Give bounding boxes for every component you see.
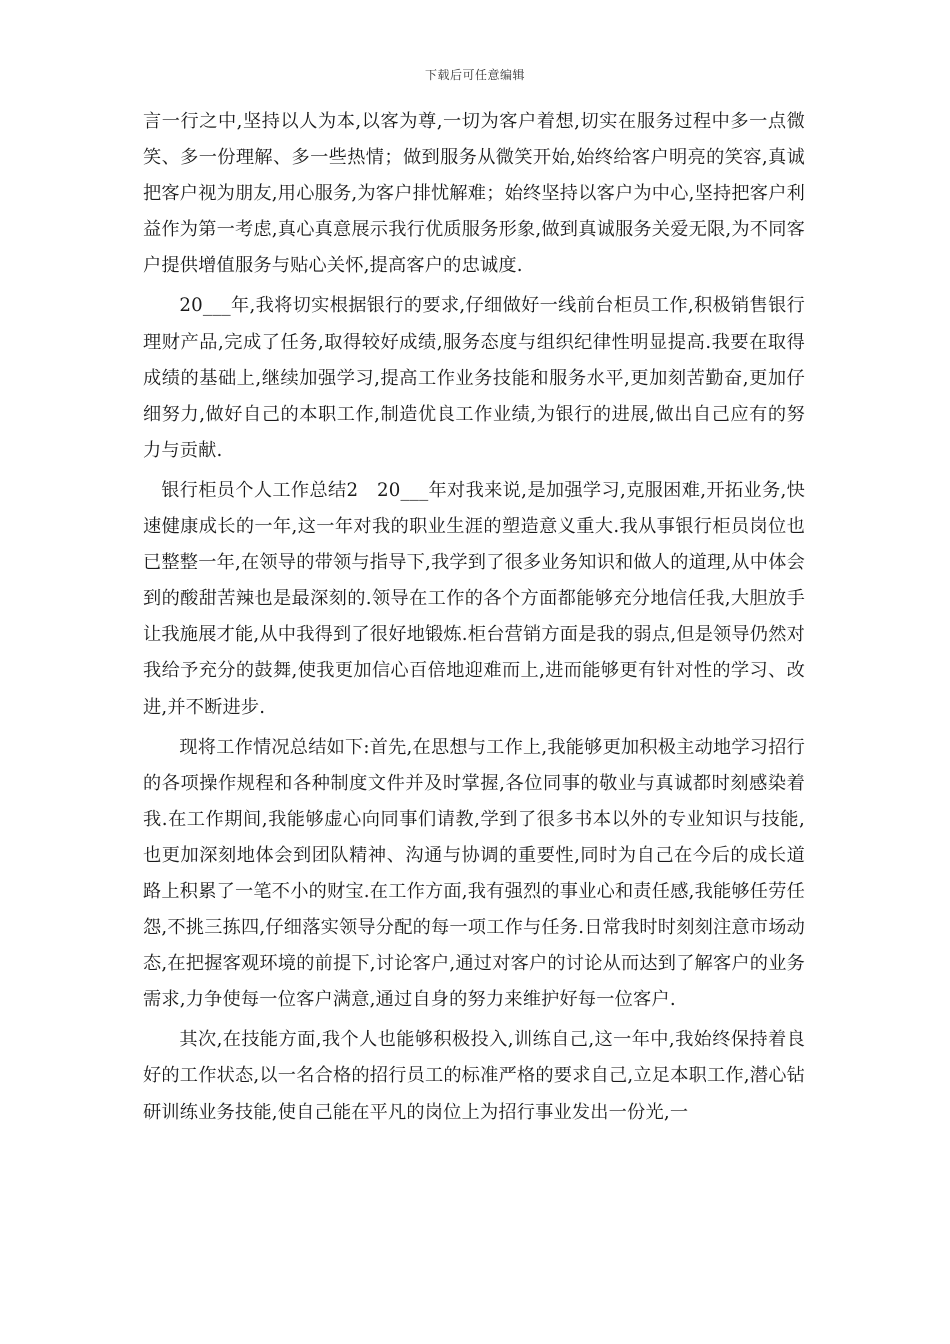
paragraph-4: 现将工作情况总结如下:首先,在思想与工作上,我能够更加积极主动地学习招行的各项操作规程和各种制度文件并及时掌握,各位同事的敬业与真诚都时刻感染着我.在工作期间,我能够虚心向同事们请教,学到了很多书本以外的专业知识与技能,也更加深刻地体会到团队精神、沟通与协调的重要性,同时为自己在今后的成长道路上积累了一笔不小的财宝.在工作方面,我有强烈的事业心和责任感,我能够任劳任怨,不挑三拣四,仔细落实领导分配的每一项工作与任务.日常我时时刻刻注意市场动态,在把握客观环境的前提下,讨论客户,通过对客户的讨论从而达到了解客户的业务需求,力争使每一位客户满意,通过自身的努力来维护好每一位客户.	[143, 736, 805, 1011]
paragraph-1: 言一行之中,坚持以人为本,以客为尊,一切为客户着想,切实在服务过程中多一点微笑、多一份理解、多一些热情；做到服务从微笑开始,始终给客户明亮的笑容,真诚把客户视为朋友,用心服务,为客户排忧解难；始终坚持以客户为中心,坚持把客户利益作为第一考虑,真心真意展示我行优质服务形象,做到真诚服务关爱无限,为不同客户提供增值服务与贴心关怀,提高客户的忠诚度.	[143, 111, 805, 277]
paragraph-3: 银行柜员个人工作总结2 20___年对我来说,是加强学习,克服困难,开拓业务,快速健康成长的一年,这一年对我的职业生涯的塑造意义重大.我从事银行柜员岗位也已整整一年,在领导的带领与指导下,我学到了很多业务知识和做人的道理,从中体会到的酸甜苦辣也是最深刻的.领导在工作的各个方面都能够充分地信任我,大胆放手让我施展才能,从中我得到了很好地锻炼.柜台营销方面是我的弱点,但是领导仍然对我给予充分的鼓舞,使我更加信心百倍地迎难而上,进而能够更有针对性的学习、改进,并不断进步.	[143, 479, 805, 718]
page-header: 下载后可任意编辑	[424, 68, 525, 82]
paragraph-5: 其次,在技能方面,我个人也能够积极投入,训练自己,这一年中,我始终保持着良好的工作状态,以一名合格的招行员工的标准严格的要求自己,立足本职工作,潜心钻研训练业务技能,使自己能在平凡的岗位上为招行事业发出一份光,一	[143, 1029, 805, 1123]
document-body	[143, 104, 805, 1135]
paragraph-2: 20___年,我将切实根据银行的要求,仔细做好一线前台柜员工作,积极销售银行理财产品,完成了任务,取得较好成绩,服务态度与组织纪律性明显提高.我要在取得成绩的基础上,继续加强学习,提高工作业务技能和服务水平,更加刻苦勤奋,更加仔细努力,做好自己的本职工作,制造优良工作业绩,为银行的进展,做出自己应有的努力与贡献.	[143, 295, 805, 461]
